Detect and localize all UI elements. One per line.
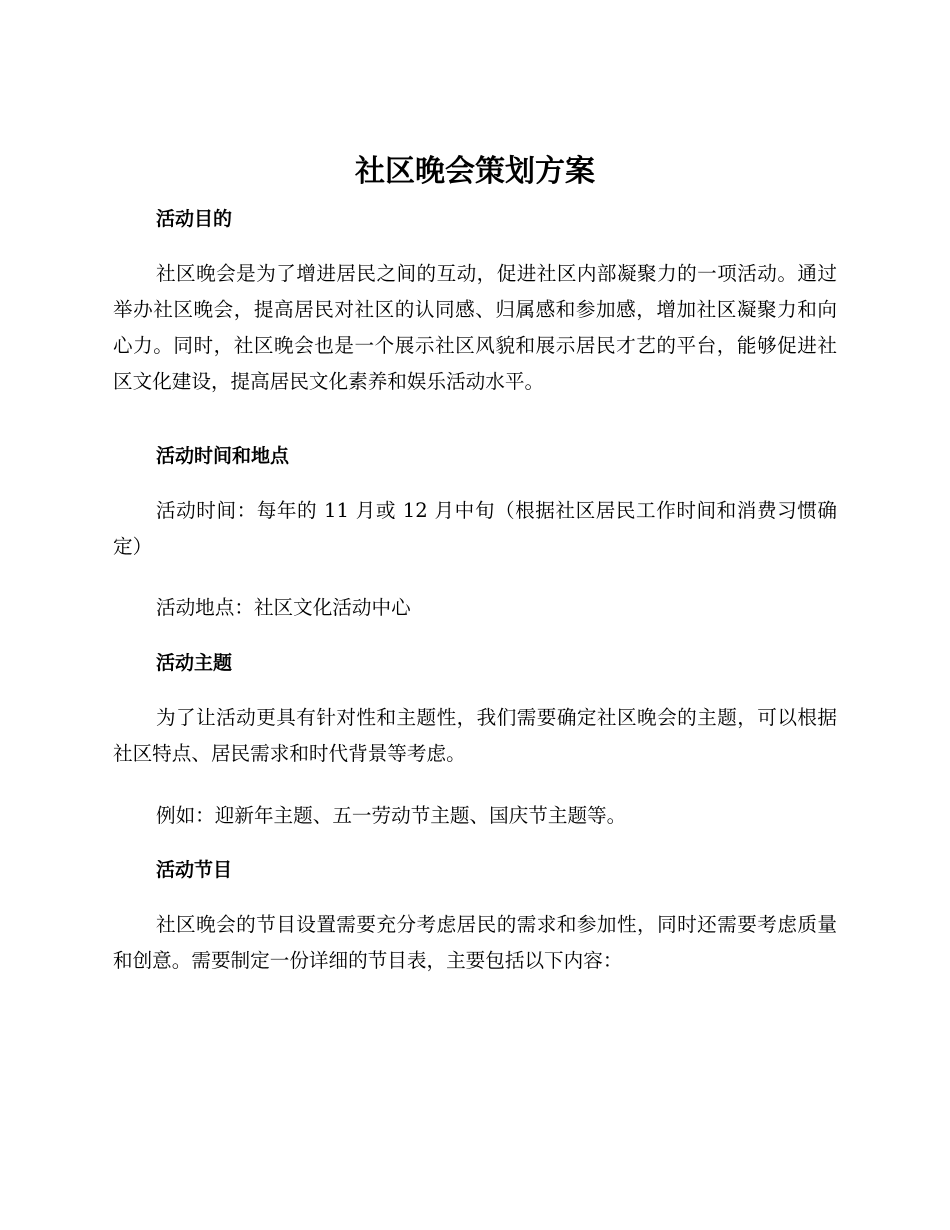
section-paragraph-location: 活动地点：社区文化活动中心 <box>156 596 411 619</box>
section-paragraph-theme-example: 例如：迎新年主题、五一劳动节主题、国庆节主题等。 <box>156 804 627 827</box>
section-heading-program: 活动节目 <box>156 859 233 881</box>
section-heading-theme: 活动主题 <box>156 652 233 674</box>
document-title: 社区晚会策划方案 <box>355 154 595 189</box>
section-heading-purpose: 活动目的 <box>156 208 233 230</box>
section-paragraph-theme: 为了让活动更具有针对性和主题性，我们需要确定社区晚会的主题，可以根据社区特点、居民需求和时代背景等考虑。 <box>113 706 837 765</box>
section-paragraph-program: 社区晚会的节目设置需要充分考虑居民的需求和参加性，同时还需要考虑质量和创意。需要制定一份详细的节目表，主要包括以下内容： <box>113 913 837 972</box>
section-paragraph-purpose: 社区晚会是为了增进居民之间的互动，促进社区内部凝聚力的一项活动。通过举办社区晚会，提高居民对社区的认同感、归属感和参加感，增加社区凝聚力和向心力。同时，社区晚会也是一个展示社区风貌和展示居民才艺的平台，能够促进社区文化建设，提高居民文化素养和娱乐活动水平。 <box>113 262 837 393</box>
section-paragraph-time: 活动时间：每年的 11 月或 12 月中旬（根据社区居民工作时间和消费习惯确定） <box>113 499 837 558</box>
section-heading-time-location: 活动时间和地点 <box>156 445 290 467</box>
